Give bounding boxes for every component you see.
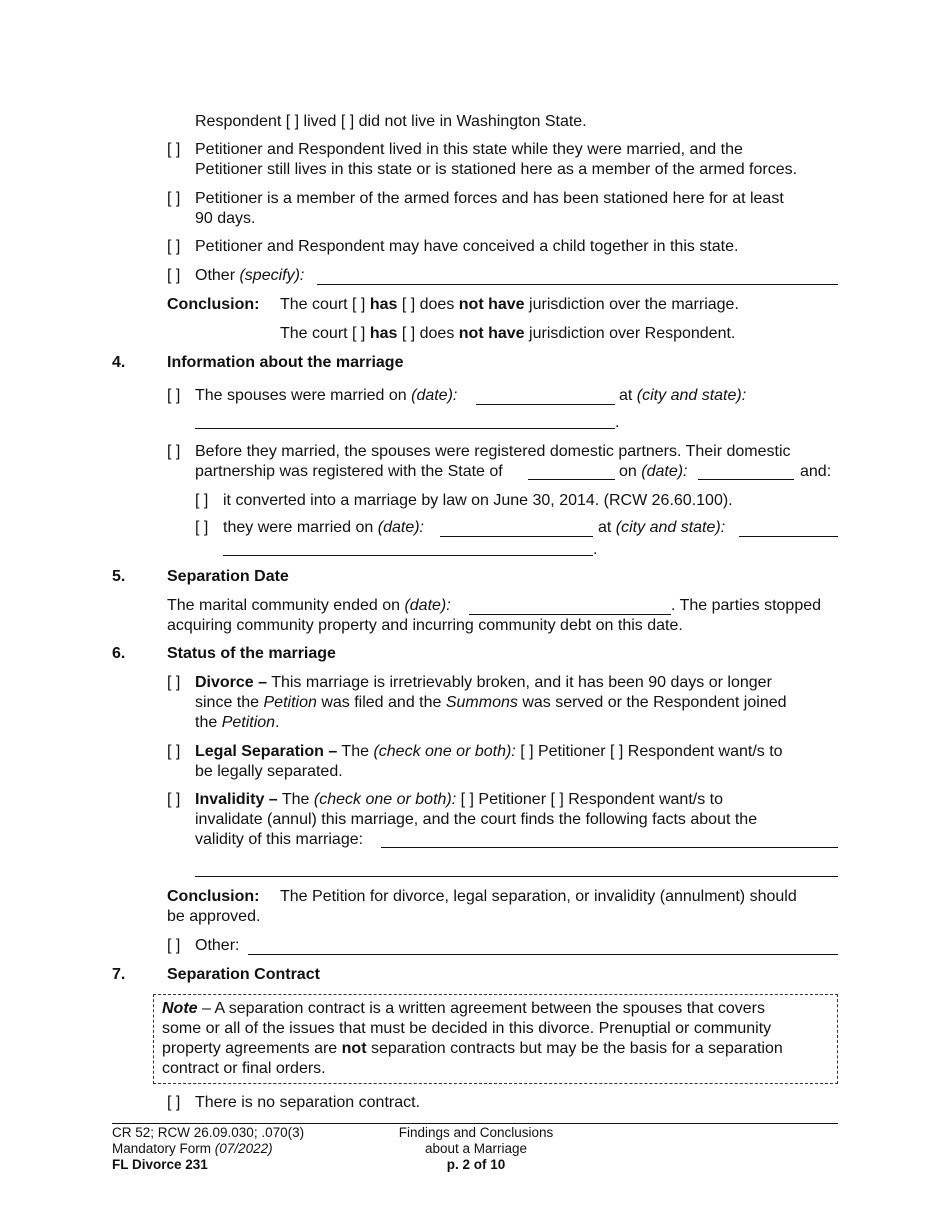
section-6-title: Status of the marriage bbox=[167, 645, 336, 662]
jurisdiction-option-lived-married: Petitioner and Respondent lived in this state while they were married, and the Petitioner still lives in this state or is stationed here as a member of the armed forces. bbox=[195, 141, 798, 178]
jurisdiction-option-other: Other (specify): bbox=[195, 267, 305, 284]
footer-mandatory-form: Mandatory Form (07/2022) bbox=[112, 1141, 273, 1156]
validity-facts-field-2[interactable] bbox=[195, 876, 838, 877]
footer-rule-citation: CR 52; RCW 26.09.030; .070(3) bbox=[112, 1125, 305, 1140]
period: . bbox=[615, 414, 620, 431]
validity-facts-field[interactable] bbox=[381, 847, 838, 848]
checkbox[interactable]: [ ] bbox=[167, 743, 181, 760]
separation-date-label: The marital community ended on (date): bbox=[167, 597, 451, 614]
separation-contract-note: Note – A separation contract is a written agreement between the spouses that covers some or all of the issues that must be decided in this divorce. Prenuptial or community property agreements are not separation contracts but may be the basis for a separation contract or final orders. bbox=[162, 1000, 783, 1077]
section-7-title: Separation Contract bbox=[167, 966, 320, 983]
period: . bbox=[593, 541, 598, 558]
separation-date-tail: . The parties stopped bbox=[671, 597, 822, 614]
domestic-partner-line-1: Before they married, the spouses were registered domestic partners. Their domestic bbox=[195, 443, 791, 460]
checkbox[interactable]: [ ] bbox=[167, 791, 181, 808]
checkbox[interactable]: [ ] bbox=[167, 1094, 181, 1111]
separation-date-field[interactable] bbox=[469, 614, 671, 615]
conclusion-label: Conclusion: bbox=[167, 888, 260, 905]
footer-divider bbox=[112, 1123, 838, 1124]
converted-by-law-option: it converted into a marriage by law on June 30, 2014. (RCW 26.60.100). bbox=[223, 492, 733, 509]
checkbox[interactable]: [ ] bbox=[167, 443, 181, 460]
section-4-title: Information about the marriage bbox=[167, 354, 404, 371]
separation-date-line-2: acquiring community property and incurring community debt on this date. bbox=[167, 617, 683, 634]
conclusion-label: Conclusion: bbox=[167, 296, 260, 313]
checkbox[interactable]: [ ] bbox=[167, 674, 181, 691]
other-specify-field[interactable] bbox=[317, 284, 838, 285]
status-other-field[interactable] bbox=[248, 954, 838, 955]
jurisdiction-option-armed-forces: Petitioner is a member of the armed forces and has been stationed here for at least 90 days. bbox=[195, 190, 784, 227]
sub-marriage-place-field[interactable] bbox=[739, 536, 838, 537]
checkbox[interactable]: [ ] bbox=[167, 141, 181, 158]
checkbox[interactable]: [ ] bbox=[195, 519, 209, 536]
checkbox[interactable]: [ ] bbox=[167, 267, 181, 284]
section-6-number: 6. bbox=[112, 645, 126, 662]
partnership-on-label: on (date): bbox=[619, 463, 688, 480]
married-at-label: at (city and state): bbox=[619, 387, 747, 404]
legal-separation-option: Legal Separation – The (check one or both): [ ] Petitioner [ ] Respondent want/s to be legally separated. bbox=[195, 743, 783, 780]
married-on-sub-label: they were married on (date): bbox=[223, 519, 424, 536]
section-5-number: 5. bbox=[112, 568, 126, 585]
divorce-option: Divorce – This marriage is irretrievably broken, and it has been 90 days or longer since the Petition was filed and the Summons was served or the Respondent joined the Petition. bbox=[195, 674, 787, 731]
checkbox[interactable]: [ ] bbox=[167, 387, 181, 404]
and-label: and: bbox=[800, 463, 832, 480]
invalidity-option: Invalidity – The (check one or both): [ ] Petitioner [ ] Respondent want/s to invalidate (annul) this marriage, and the court finds the following facts about the validity of this marriage: bbox=[195, 791, 758, 848]
conclusion-petition-line-1: The Petition for divorce, legal separation, or invalidity (annulment) should bbox=[280, 888, 797, 905]
checkbox[interactable]: [ ] bbox=[195, 492, 209, 509]
marriage-date-field[interactable] bbox=[476, 404, 615, 405]
conclusion-respondent-jurisdiction: The court [ ] has [ ] does not have jurisdiction over Respondent. bbox=[280, 325, 736, 342]
conclusion-petition-line-2: be approved. bbox=[167, 908, 261, 925]
section-4-number: 4. bbox=[112, 354, 126, 371]
checkbox[interactable]: [ ] bbox=[167, 190, 181, 207]
footer-title: Findings and Conclusions about a Marriage p. 2 of 10 bbox=[398, 1125, 554, 1172]
partnership-state-field[interactable] bbox=[528, 479, 615, 480]
section-5-title: Separation Date bbox=[167, 568, 289, 585]
sub-marriage-place-field-2[interactable] bbox=[223, 555, 593, 556]
marriage-place-field[interactable] bbox=[195, 428, 615, 429]
status-other-label: Other: bbox=[195, 937, 240, 954]
checkbox[interactable]: [ ] bbox=[167, 937, 181, 954]
checkbox[interactable]: [ ] bbox=[167, 238, 181, 255]
married-on-label: The spouses were married on (date): bbox=[195, 387, 458, 404]
footer-form-id: FL Divorce 231 bbox=[112, 1157, 208, 1172]
jurisdiction-option-conceived-child: Petitioner and Respondent may have conceived a child together in this state. bbox=[195, 238, 739, 255]
section-7-number: 7. bbox=[112, 966, 126, 983]
sub-married-at-label: at (city and state): bbox=[598, 519, 726, 536]
partnership-date-field[interactable] bbox=[698, 479, 794, 480]
no-separation-contract-option: There is no separation contract. bbox=[195, 1094, 421, 1111]
sub-marriage-date-field[interactable] bbox=[440, 536, 593, 537]
conclusion-marriage-jurisdiction: The court [ ] has [ ] does not have jurisdiction over the marriage. bbox=[280, 296, 739, 313]
respondent-residence-line: Respondent [ ] lived [ ] did not live in Washington State. bbox=[195, 113, 587, 130]
domestic-partner-line-2: partnership was registered with the State of bbox=[195, 463, 503, 480]
